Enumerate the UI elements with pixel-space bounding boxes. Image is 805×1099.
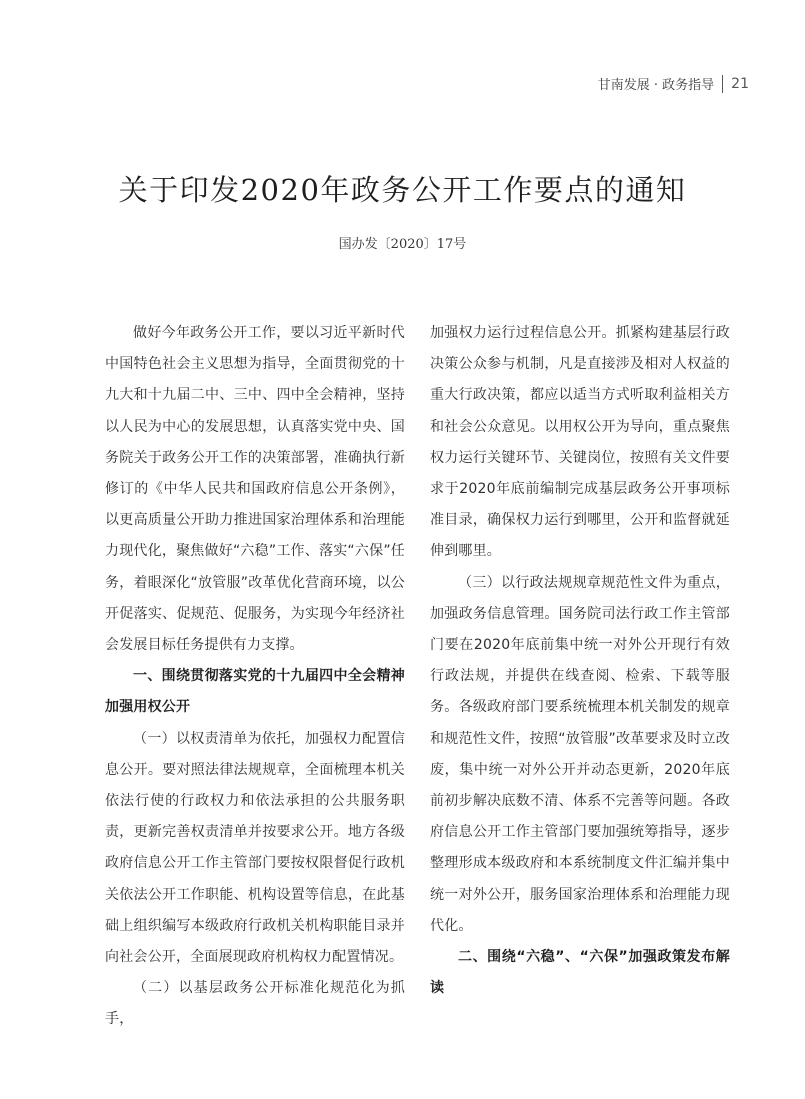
header-divider xyxy=(722,75,723,93)
section-heading-1: 一、围绕贯彻落实党的十九届四中全会精神加强用权公开 xyxy=(105,668,405,716)
paragraph-3: （三）以行政法规规章规范性文件为重点，加强政务信息管理。国务院司法行政工作主管部门要在2020年底前集中统一对外公开现行有效行政法规，并提供在线查阅、检索、下载等服务。各级政府部门要系统梳理本机关制发的规章和规范性文件，按照“放管服”改革要求及时立改废，集中统一对外公开并动态更新，2020年底前初步解决底数不清、体系不完善等问题。各政府信息公开工作主管部门要加强统筹指导，逐步整理形成本级政府和本系统制度文件汇编并集中统一对外公开，服务国家治理体系和治理能力现代化。 xyxy=(430,574,730,934)
section-name: 甘南发展 · 政务指导 xyxy=(597,78,715,93)
right-column xyxy=(430,318,730,1004)
paragraph-2-start: （二）以基层政务公开标准化规范化为抓手， xyxy=(105,980,405,1028)
paragraph-2-continued: 加强权力运行过程信息公开。抓紧构建基层行政决策公众参与机制，凡是直接涉及相对人权益的重大行政决策，都应以适当方式听取利益相关方和社会公众意见。以用权公开为导向，重点聚焦权力运行关键环节、关键岗位，按照有关文件要求于2020年底前编制完成基层政务公开事项标准目录，确保权力运行到哪里，公开和监督就延伸到哪里。 xyxy=(430,325,730,560)
page-number: 21 xyxy=(731,75,749,92)
running-header xyxy=(598,74,749,93)
intro-paragraph: 做好今年政务公开工作，要以习近平新时代中国特色社会主义思想为指导，全面贯彻党的十九大和十九届二中、三中、四中全会精神，坚持以人民为中心的发展思想，认真落实党中央、国务院关于政务公开工作的决策部署，准确执行新修订的《中华人民共和国政府信息公开条例》，以更高质量公开助力推进国家治理体系和治理能力现代化，聚焦做好“六稳”工作、落实“六保”任务，着眼深化“放管服”改革优化营商环境，以公开促落实、促规范、促服务，为实现今年经济社会发展目标任务提供有力支撑。 xyxy=(105,325,405,654)
document-title: 关于印发2020年政务公开工作要点的通知 xyxy=(118,173,687,207)
document-number: 国办发〔2020〕17号 xyxy=(338,237,467,252)
section-heading-2: 二、围绕“六稳”、“六保”加强政策发布解读 xyxy=(430,949,730,997)
paragraph-1: （一）以权责清单为依托，加强权力配置信息公开。要对照法律法规规章，全面梳理本机关依法行使的行政权力和依法承担的公共服务职责，更新完善权责清单并按要求公开。地方各级政府信息公开工作主管部门要按权限督促行政机关依法公开工作职能、机构设置等信息，在此基础上组织编写本级政府行政机关机构职能目录并向社会公开，全面展现政府机构权力配置情况。 xyxy=(105,730,405,966)
left-column xyxy=(105,318,405,1036)
